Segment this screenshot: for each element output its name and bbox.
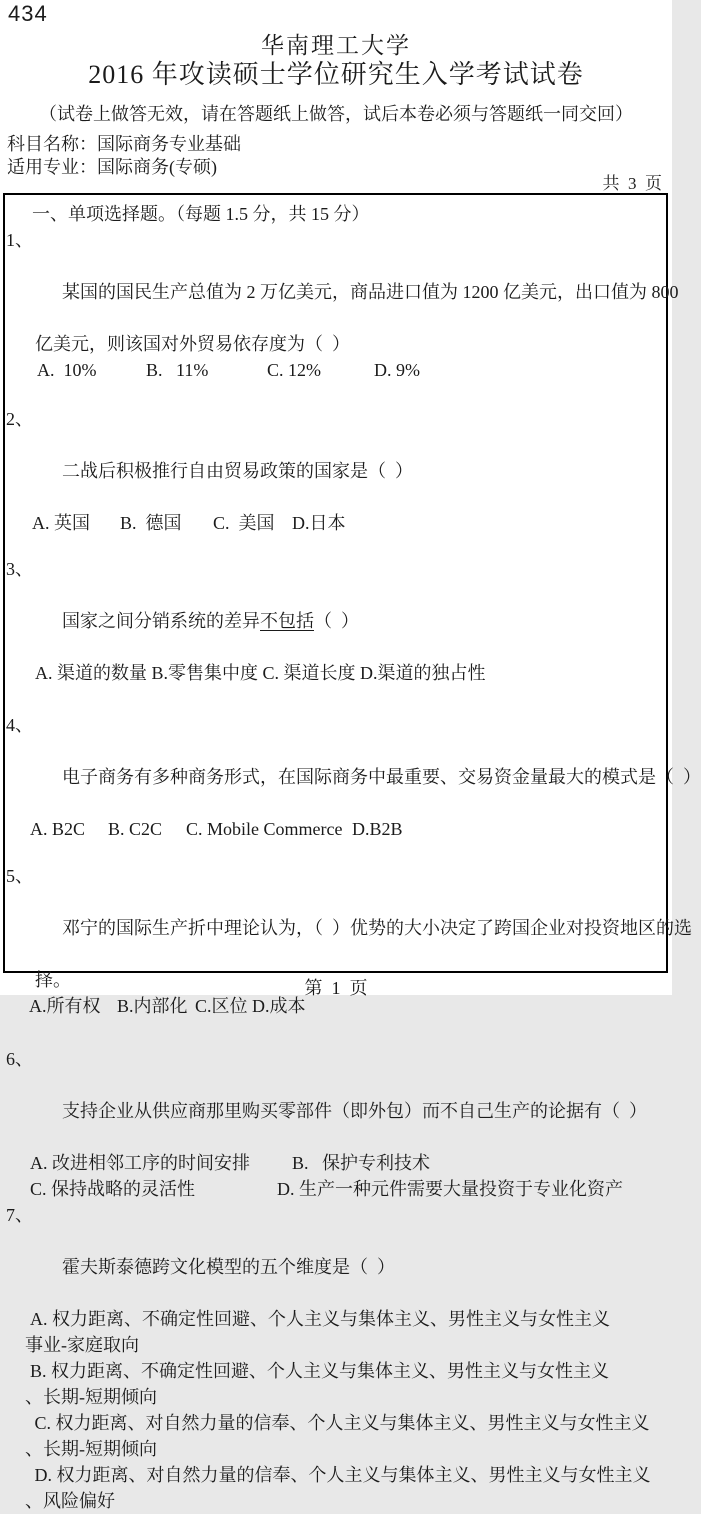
instruction-note: （试卷上做答无效，请在答题纸上做答，试后本卷必须与答题纸一同交回） xyxy=(39,104,633,124)
question-7-option-d-line-1: D. 权力距离、对自然力量的信奉、个人主义与集体主义、男性主义与女性主义 xyxy=(30,1465,651,1485)
question-1-option-a: A. 10% xyxy=(37,360,97,380)
question-6-option-a: A. 改进相邻工序的时间安排 xyxy=(30,1153,250,1173)
question-6-option-c: C. 保持战略的灵活性 xyxy=(30,1179,196,1199)
question-5-option-a: A.所有权 xyxy=(29,996,101,1016)
question-7-option-a-line-1: A. 权力距离、不确定性回避、个人主义与集体主义、男性主义与女性主义 xyxy=(30,1309,610,1329)
question-5-stem-line-1 xyxy=(5,863,692,967)
question-2-number: 2、 xyxy=(6,409,33,429)
applicable-major-line: 适用专业：国际商务(专硕) xyxy=(7,157,217,177)
spacer xyxy=(5,686,666,712)
question-1-option-b: B. 11% xyxy=(146,360,209,380)
question-5-option-b: B.内部化 xyxy=(117,996,188,1016)
total-pages-note: 共 3 页 xyxy=(602,174,662,193)
question-4-option-a: A. B2C xyxy=(30,819,86,839)
question-4-option-b: B. C2C xyxy=(108,819,163,839)
question-3-stem-after: （ ） xyxy=(314,611,359,631)
question-2-option-c: C. 美国 xyxy=(213,513,275,533)
page-footer: 第 1 页 xyxy=(304,978,368,998)
question-3-stem xyxy=(5,556,666,660)
question-2-options xyxy=(5,510,666,536)
exam-title: 2016 年攻读硕士学位研究生入学考试试卷 xyxy=(88,60,584,89)
question-2-stem-text: 二战后积极推行自由贸易政策的国家是（ ） xyxy=(62,461,413,481)
question-5-number: 5、 xyxy=(6,866,33,886)
question-7-option-c-line-2: 、长期-短期倾向 xyxy=(25,1439,157,1459)
university-title: 华南理工大学 xyxy=(261,33,411,58)
question-5-option-c: C.区位 xyxy=(195,996,248,1016)
question-6-number: 6、 xyxy=(6,1049,33,1069)
question-7-number: 7、 xyxy=(6,1205,33,1225)
spacer xyxy=(5,536,666,556)
question-1-number: 1、 xyxy=(6,230,33,250)
question-6-stem xyxy=(5,1046,666,1150)
question-3-options: A. 渠道的数量 B.零售集中度 C. 渠道长度 D.渠道的独占性 xyxy=(35,663,486,683)
question-7-stem xyxy=(5,1202,666,1306)
question-1-stem-text-1: 某国的国民生产总值为 2 万亿美元，商品进口值为 1200 亿美元，出口值为 800 xyxy=(62,282,679,302)
spacer xyxy=(5,383,666,406)
spacer xyxy=(5,842,666,863)
question-4-option-d: D.B2B xyxy=(352,819,403,839)
question-6-stem-text: 支持企业从供应商那里购买零部件（即外包）而不自己生产的论据有（ ） xyxy=(62,1101,647,1121)
question-4-stem xyxy=(5,712,701,816)
question-5-option-d: D.成本 xyxy=(252,996,306,1016)
question-7-option-b-line-1: B. 权力距离、不确定性回避、个人主义与集体主义、男性主义与女性主义 xyxy=(30,1361,610,1381)
spacer xyxy=(5,1019,666,1046)
question-2-stem xyxy=(5,406,666,510)
question-6-option-b: B. 保护专利技术 xyxy=(292,1153,431,1173)
question-7-stem-text: 霍夫斯泰德跨文化模型的五个维度是（ ） xyxy=(62,1257,395,1277)
question-1-options xyxy=(5,357,666,383)
question-7-option-d-line-2: 、风险偏好 xyxy=(25,1491,115,1511)
section-heading: 一、单项选择题。（每题 1.5 分，共 15 分） xyxy=(32,204,370,224)
question-2-option-d: D.日本 xyxy=(292,513,346,533)
question-4-options xyxy=(5,816,666,842)
question-2-option-b: B. 德国 xyxy=(120,513,182,533)
question-7-option-c-line-1: C. 权力距离、对自然力量的信奉、个人主义与集体主义、男性主义与女性主义 xyxy=(30,1413,650,1433)
question-4-number: 4、 xyxy=(6,715,33,735)
question-1-stem-line-1 xyxy=(5,227,679,331)
question-1-option-d: D. 9% xyxy=(374,360,420,380)
question-7-option-b-line-2: 、长期-短期倾向 xyxy=(25,1387,157,1407)
question-3-number: 3、 xyxy=(6,559,33,579)
question-3-stem-before: 国家之间分销系统的差异 xyxy=(62,611,260,631)
paper-code: 434 xyxy=(8,1,48,26)
question-1-stem-line-2: 亿美元，则该国对外贸易依存度为（ ） xyxy=(35,334,350,354)
question-3-stem-underlined: 不包括 xyxy=(260,611,314,631)
question-1-option-c: C. 12% xyxy=(267,360,321,380)
question-2-option-a: A. 英国 xyxy=(32,513,90,533)
question-4-option-c: C. Mobile Commerce xyxy=(186,819,343,839)
question-6-option-d: D. 生产一种元件需要大量投资于专业化资产 xyxy=(277,1179,623,1199)
question-6-options-row-1 xyxy=(5,1150,666,1176)
question-5-stem-line-2: 择。 xyxy=(35,970,71,990)
question-6-options-row-2 xyxy=(5,1176,666,1202)
question-4-stem-text: 电子商务有多种商务形式，在国际商务中最重要、交易资金量最大的模式是（ ） xyxy=(62,767,701,787)
subject-name-line: 科目名称：国际商务专业基础 xyxy=(7,134,241,154)
question-5-stem-text-1: 邓宁的国际生产折中理论认为，（ ）优势的大小决定了跨国企业对投资地区的选 xyxy=(62,918,692,938)
question-7-option-a-line-2: 事业-家庭取向 xyxy=(25,1335,139,1355)
